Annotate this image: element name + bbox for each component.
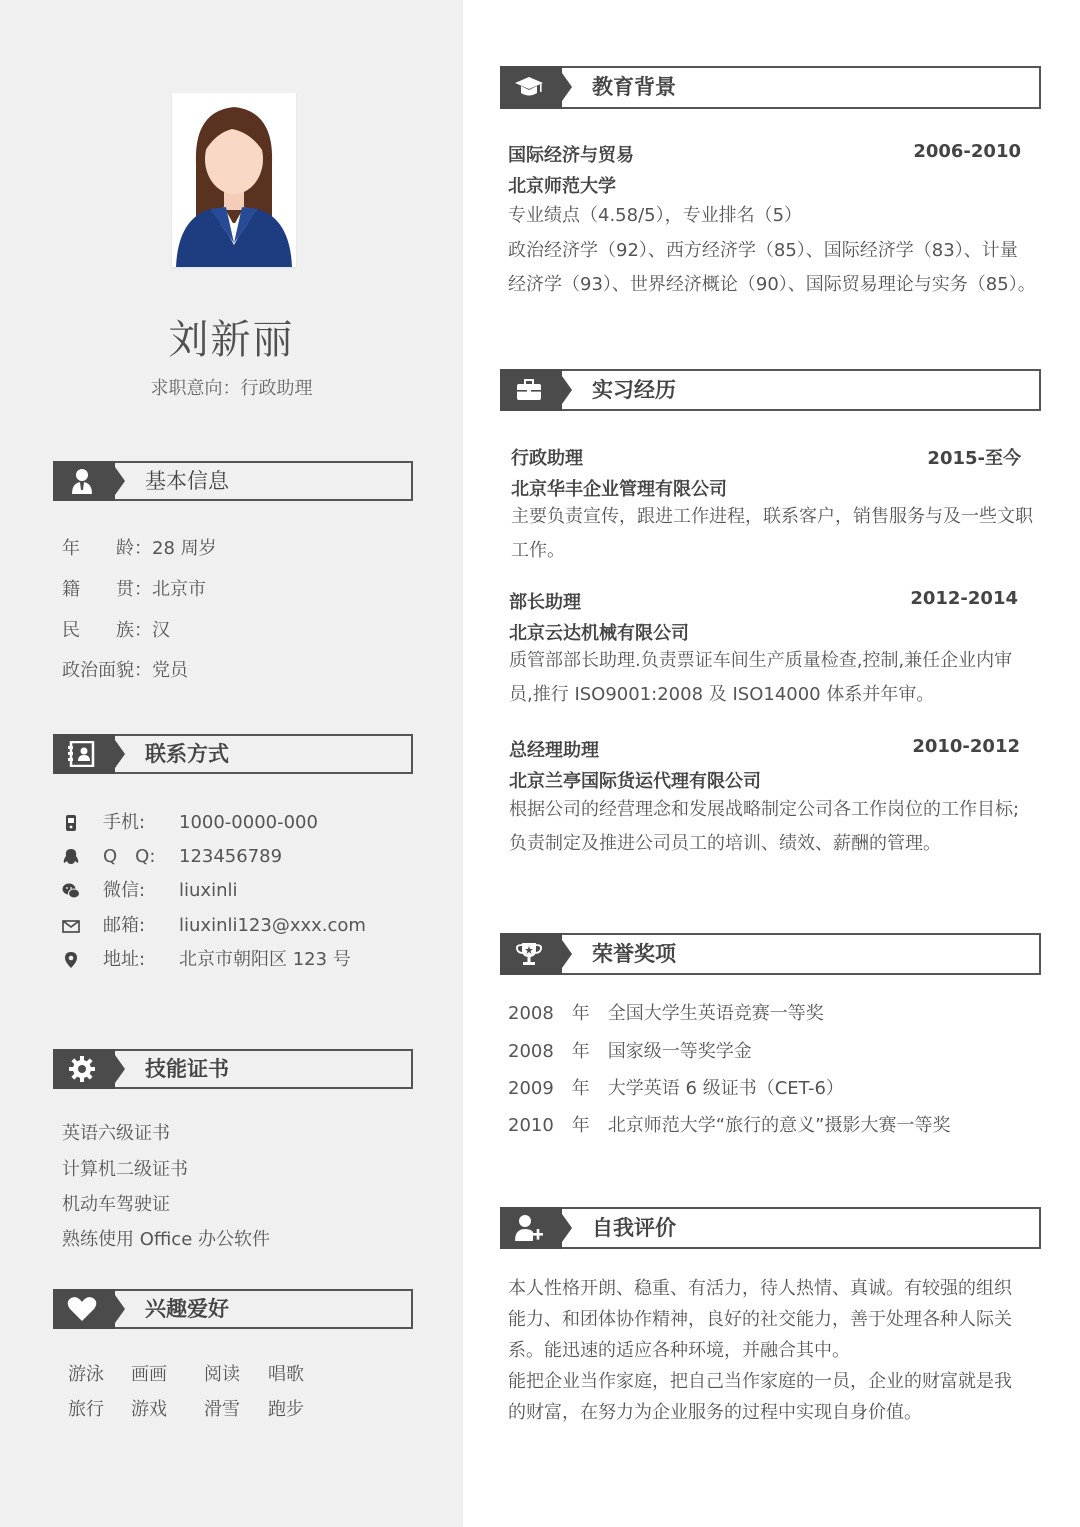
basic-value: 28 周岁: [152, 538, 217, 559]
section-awards: [500, 933, 1041, 975]
job-company: 北京兰亭国际货运代理有限公司: [509, 771, 761, 792]
section-title: 技能证书: [145, 1057, 229, 1081]
hobby-item: 阅读: [204, 1364, 240, 1385]
contact-key: 地址:: [103, 949, 146, 970]
job-intent-value: 行政助理: [240, 378, 313, 399]
award-item: 2008 年 全国大学生英语竞赛一等奖: [508, 1003, 824, 1024]
edu-years: 2006-2010: [913, 141, 1021, 162]
edu-courses-line: 政治经济学（92）、西方经济学（85）、国际经济学（83）、计量: [508, 240, 1018, 261]
self-eval-line: 能把企业当作家庭，把自己当作家庭的一员，企业的财富就是我: [508, 1371, 1012, 1392]
contact-value: 1000-0000-000: [179, 812, 318, 833]
job-desc-line: 质管部部长助理.负责票证车间生产质量检查,控制,兼任企业内审: [509, 650, 1013, 671]
job-years: 2010-2012: [912, 736, 1020, 757]
job-intent: [0, 374, 463, 400]
skill-item: 机动车驾驶证: [62, 1194, 170, 1215]
award-item: 2008 年 国家级一等奖学金: [508, 1041, 752, 1062]
award-item: 2009 年 大学英语 6 级证书（CET-6）: [508, 1078, 844, 1099]
graduation-cap-icon: [514, 73, 544, 101]
avatar-illustration: [172, 93, 296, 267]
edu-major: 国际经济与贸易: [508, 145, 634, 166]
basic-row-age: [62, 534, 217, 560]
contact-value: 123456789: [179, 846, 283, 867]
basic-row-origin: [62, 575, 206, 601]
self-eval-text: [508, 1273, 1028, 1428]
trophy-icon: [514, 940, 544, 968]
section-title: 荣誉奖项: [592, 942, 676, 966]
contact-value: liuxinli123@xxx.com: [179, 915, 366, 936]
briefcase-icon: [514, 376, 544, 404]
location-icon: [62, 951, 80, 969]
contact-value: 北京市朝阳区 123 号: [179, 949, 351, 970]
hobby-item: 旅行: [68, 1399, 104, 1420]
job-desc-line: 工作。: [511, 540, 565, 561]
job-role: 总经理助理: [509, 740, 599, 761]
section-internship: [500, 369, 1041, 411]
job-company: 北京云达机械有限公司: [509, 623, 689, 644]
self-eval-line: 本人性格开朗、稳重、有活力，待人热情、真诚。有较强的组织: [508, 1278, 1012, 1299]
skill-item: 计算机二级证书: [62, 1159, 188, 1180]
job-desc-line: 负责制定及推进公司员工的培训、绩效、薪酬的管理。: [509, 833, 941, 854]
section-title: 教育背景: [592, 75, 676, 99]
skill-item: 熟练使用 Office 办公软件: [62, 1229, 270, 1250]
contact-book-icon: [67, 740, 97, 768]
basic-row-ethnicity: [62, 616, 170, 642]
edu-school: 北京师范大学: [508, 176, 616, 197]
self-eval-line: 系。能迅速的适应各种环境，并融合其中。: [508, 1340, 850, 1361]
section-title: 实习经历: [592, 378, 676, 402]
job-desc-line: 主要负责宣传，跟进工作进程，联系客户，销售服务与及一些文职: [511, 506, 1033, 527]
section-self-eval: [500, 1207, 1041, 1249]
contact-key: 手机:: [103, 812, 146, 833]
user-icon: [67, 467, 97, 495]
self-eval-line: 能力、和团体协作精神，良好的社交能力，善于处理各种人际关: [508, 1309, 1012, 1330]
contact-value: liuxinli: [179, 880, 238, 901]
job-role: 部长助理: [509, 592, 581, 613]
job-desc-line: 根据公司的经营理念和发展战略制定公司各工作岗位的工作目标;: [509, 799, 1020, 820]
section-title: 基本信息: [145, 469, 229, 493]
mail-icon: [62, 917, 80, 935]
contact-key: 邮箱:: [103, 915, 146, 936]
section-title: 联系方式: [145, 742, 229, 766]
job-company: 北京华丰企业管理有限公司: [511, 479, 727, 500]
job-years: 2012-2014: [910, 588, 1018, 609]
candidate-name: 刘新丽: [168, 317, 295, 363]
profile-photo: [172, 93, 296, 267]
basic-value: 汉: [152, 620, 170, 641]
section-basic-info: [53, 461, 413, 501]
job-years: 2015-至今: [927, 448, 1021, 469]
hobby-item: 游戏: [131, 1399, 167, 1420]
phone-icon: [62, 814, 80, 832]
heart-icon: [67, 1295, 97, 1323]
basic-value: 党员: [152, 660, 188, 681]
self-eval-line: 的财富，在努力为企业服务的过程中实现自身价值。: [508, 1402, 922, 1423]
hobby-item: 唱歌: [268, 1364, 304, 1385]
skill-item: 英语六级证书: [62, 1123, 170, 1144]
section-title: 自我评价: [592, 1216, 676, 1240]
section-title: 兴趣爱好: [145, 1297, 229, 1321]
hobby-item: 画画: [131, 1364, 167, 1385]
job-intent-label: 求职意向：: [150, 378, 241, 399]
edu-courses-line: 经济学（93）、世界经济概论（90）、国际贸易理论与实务（85）。: [508, 274, 1036, 295]
hobby-item: 游泳: [68, 1364, 104, 1385]
user-add-icon: [514, 1214, 544, 1242]
basic-row-political: [62, 656, 188, 682]
job-role: 行政助理: [511, 448, 583, 469]
job-desc-line: 员,推行 ISO9001:2008 及 ISO14000 体系并年审。: [509, 684, 935, 705]
basic-value: 北京市: [152, 579, 206, 600]
section-education: [500, 66, 1041, 109]
section-hobbies: [53, 1289, 413, 1329]
contact-key: 微信:: [103, 880, 146, 901]
gear-icon: [67, 1055, 97, 1083]
wechat-icon: [62, 882, 80, 900]
basic-key: 民 族：: [62, 620, 152, 641]
section-contact: [53, 734, 413, 774]
edu-gpa: 专业绩点（4.58/5），专业排名（5）: [508, 205, 803, 226]
qq-icon: [62, 848, 80, 866]
award-item: 2010 年 北京师范大学“旅行的意义”摄影大赛一等奖: [508, 1115, 951, 1136]
section-skills: [53, 1049, 413, 1089]
hobby-item: 滑雪: [204, 1399, 240, 1420]
basic-key: 政治面貌：: [62, 660, 152, 681]
contact-key: Q Q:: [103, 846, 156, 867]
basic-key: 年 龄：: [62, 538, 152, 559]
basic-key: 籍 贯：: [62, 579, 152, 600]
hobby-item: 跑步: [268, 1399, 304, 1420]
